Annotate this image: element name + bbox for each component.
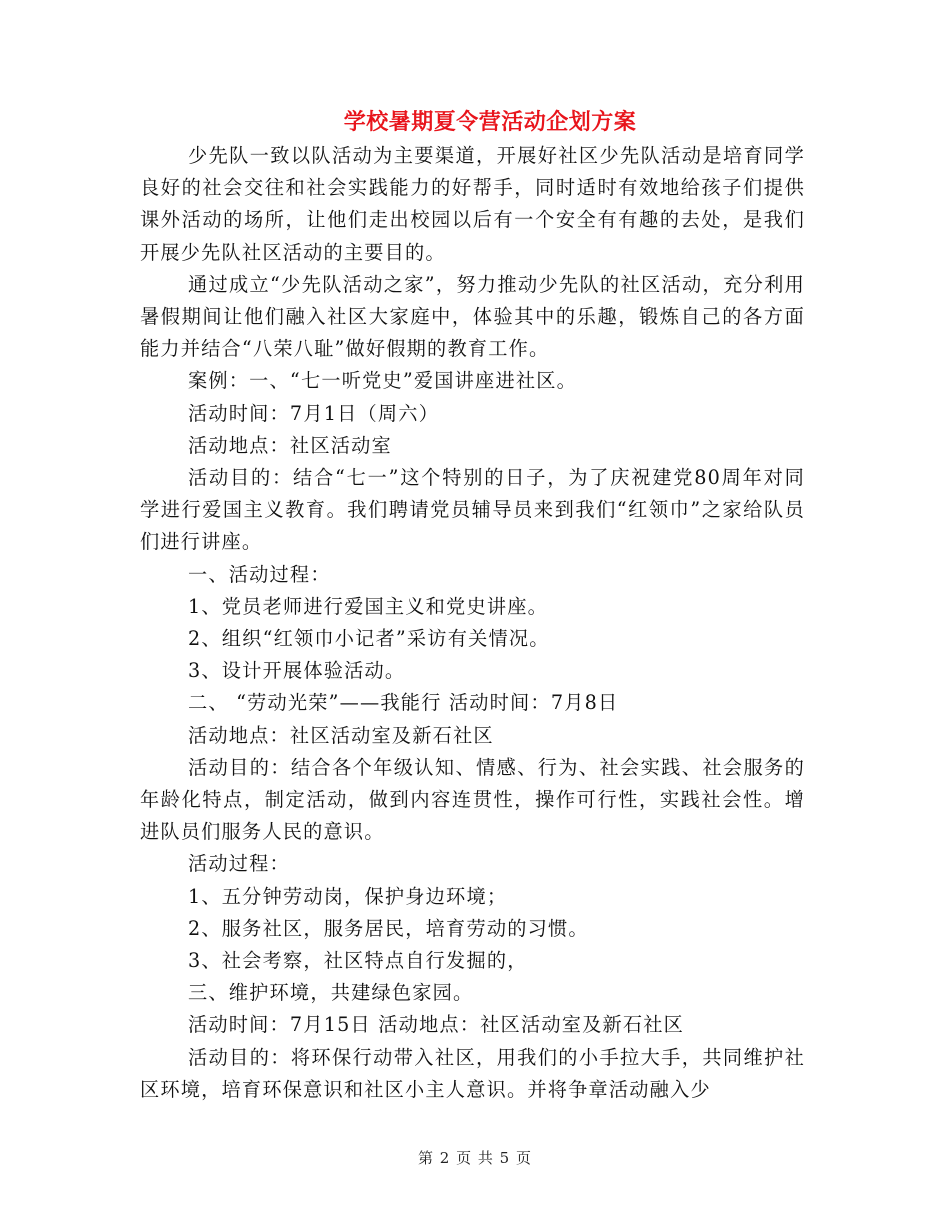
paragraph: 少先队一致以队活动为主要渠道，开展好社区少先队活动是培育同学良好的社会交往和社会实践能力的好帮手，同时适时有效地给孩子们提供课外活动的场所，让他们走出校园以后有一个安全有有趣的去处，是我们开展少先队社区活动的主要目的。 [140,144,805,264]
paragraph: 活动时间：7月15日 活动地点：社区活动室及新石社区 [188,1013,685,1037]
paragraph: 二、 “劳动光荣”——我能行 活动时间：7月8日 [188,691,619,715]
paragraph: 三、维护环境，共建绿色家园。 [188,981,474,1005]
paragraph: 2、服务社区，服务居民，培育劳动的习惯。 [188,916,589,940]
paragraph: 3、社会考察，社区特点自行发掘的， [188,949,528,973]
paragraph: 活动目的：结合各个年级认知、情感、行为、社会实践、社会服务的年龄化特点，制定活动，做到内容连贯性，操作可行性，实践社会性。增进队员们服务人民的意识。 [140,755,805,844]
paragraph: 活动目的：将环保行动带入社区，用我们的小手拉大手，共同维护社区环境，培育环保意识和社区小主人意识。并将争章活动融入少 [140,1045,805,1101]
paragraph: 活动地点：社区活动室及新石社区 [188,723,494,747]
page-number-footer: 第 2 页 共 5 页 [418,1149,532,1167]
paragraph: 案例：一、“七一听党史”爱国讲座进社区。 [188,369,577,393]
paragraph: 活动地点：社区活动室 [188,433,392,457]
paragraph: 1、五分钟劳动岗，保护身边环境； [188,884,508,908]
document-title: 学校暑期夏令营活动企划方案 [343,110,637,135]
paragraph: 3、设计开展体验活动。 [188,659,406,683]
paragraph: 活动时间：7月1日（周六） [188,401,440,425]
paragraph: 一、活动过程： [188,562,331,586]
paragraph: 2、组织“红领巾小记者”采访有关情况。 [188,627,550,651]
paragraph: 活动过程： [188,852,290,876]
paragraph: 活动目的：结合“七一”这个特别的日子，为了庆祝建党80周年对同学进行爱国主义教育。我们聘请党员辅导员来到我们“红领巾”之家给队员们进行讲座。 [140,466,805,554]
document-body [140,140,805,1106]
paragraph: 通过成立“少先队活动之家”，努力推动少先队的社区活动，充分利用暑假期间让他们融入社区大家庭中，体验其中的乐趣，锻炼自己的各方面能力并结合“八荣八耻”做好假期的教育工作。 [140,272,805,361]
paragraph: 1、党员老师进行爱国主义和党史讲座。 [188,594,548,618]
